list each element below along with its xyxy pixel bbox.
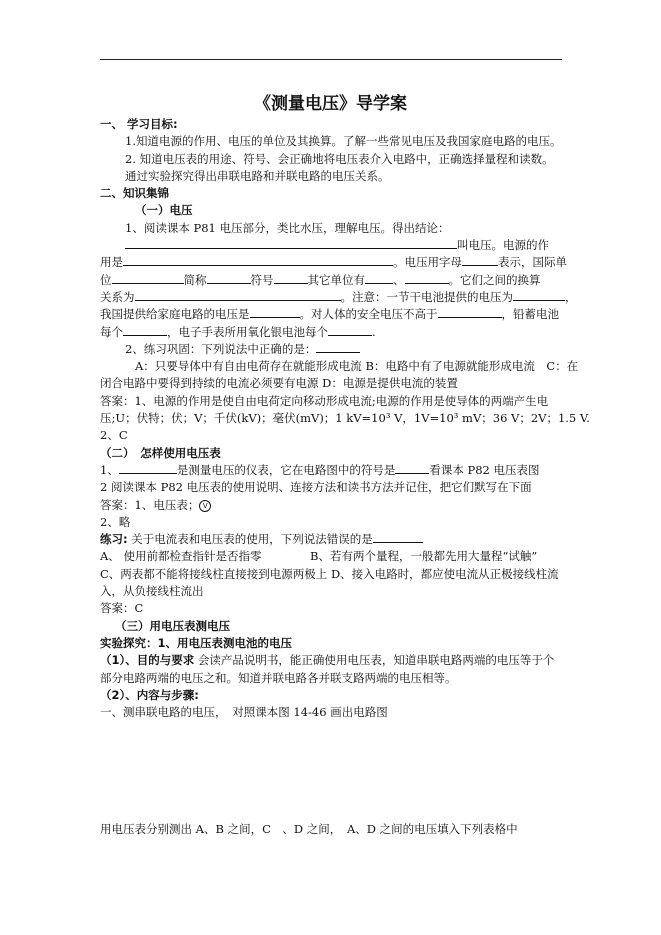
question-2: 2、练习巩固：下列说法中正确的是： [100,341,570,358]
circuit-drawing-area [100,721,570,821]
answer-1-line2: 压;U；伏特；伏；V；千伏(kV)；毫伏(mV)；1 kV=10³ V，1V=10³ mV；36 V；2V；1.5 V. [100,411,590,426]
lab-purpose-cont: 部分电路两端的电压之和。知道并联电路各并联支路两端的电压相等。 [100,670,457,685]
section-heading-knowledge: 二、知识集锦 [100,186,169,201]
question-1-intro: 1、阅读课本 P81 电压部分，类比水压，理解电压。得出结论： [125,220,450,235]
question-1-line7: 每个 ，电子手表所用氧化银电池每个 . [100,324,376,339]
blank-field[interactable] [135,289,341,301]
answer-1-line1: 答案：1、电源的作用是使自由电荷定向移动形成电流;电源的作用是使导体的两端产生电 [100,393,549,408]
voltmeter-icon: V [199,500,211,512]
exercise: 练习: 关于电流表和电压表的使用，下列说法错误的是 [100,531,570,548]
goal-3: 通过实验探究得出串联电路和并联电路的电压关系。 [125,168,390,183]
question-2-options: A：只要导体中有自由电荷存在就能形成电流 B：电路中有了电源就能形成电流 C：在 [135,359,579,374]
blank-field[interactable] [274,272,308,284]
exercise-options-ab: A、 使用前都检查指针是否指零 B、若有两个量程，一般都先用大量程“试触” [100,549,538,564]
blank-field[interactable] [123,254,393,266]
blank-field[interactable] [207,272,251,284]
header-rule [100,59,562,60]
lab-step-measure: 用电压表分别测出 A、B 之间，C 、D 之间， A、D 之间的电压填入下列表格中 [100,822,518,837]
exercise-option-cd: C、两表都不能将接线柱直接接到电源两极上 D、接入电路时，都应使电流从正极接线柱流 [100,566,559,581]
answer-1-line3: 2、C [100,428,128,443]
goal-1: 1.知道电源的作用、电压的单位及其换算。了解一些常见电压及我国家庭电路的电压。 [125,134,562,149]
lab-heading: 实验探究：1、用电压表测电池的电压 [100,635,292,650]
blank-field[interactable] [250,306,300,318]
blank-field[interactable] [112,272,184,284]
question-3: 1、 是测量电压的仪表，它在电路图中的符号是 看课本 P82 电压表图 [100,462,540,477]
question-1-line4: 位 简称 符号 其它单位有 、 。它们之间的换算 [100,272,541,287]
subsection-measure: （三）用电压表测电压 [115,618,230,633]
lab-step-series: 一、测串联电路的电压， 对照课本图 14-46 画出电路图 [100,705,388,720]
blank-field[interactable] [328,324,372,336]
question-1-line2: 叫电压。电源的作 [100,237,570,254]
blank-field[interactable] [513,289,565,301]
exercise-option-cd-cont: 入，从负接线柱流出 [100,584,204,599]
blank-field[interactable] [395,462,429,474]
goal-2: 2. 知道电压表的用途、符号、会正确地将电压表介入电路中，正确选择量程和读数。 [125,151,554,166]
lab-steps-heading: （2）、内容与步骤: [100,687,199,702]
blank-field[interactable] [438,306,502,318]
question-4: 2 阅读课本 P82 电压表的使用说明、连接方法和读书方法并记住，把它们默写在下面 [100,480,532,495]
blank-field[interactable] [462,254,498,266]
blank-field[interactable] [405,272,449,284]
document-body [100,116,590,839]
question-2-options-cont: 闭合电路中要得到持续的电流必须要有电源 D：电源是提供电流的装置 [100,376,458,391]
page-title: 《测量电压》导学案 [254,94,407,114]
question-1-line5: 关系为 。注意：一节干电池提供的电压为 ， [100,289,577,304]
subsection-voltage: （一）电压 [135,203,193,218]
subsection-voltmeter: （二） 怎样使用电压表 [100,445,221,460]
blank-field[interactable] [119,462,177,474]
answer-3: 答案：C [100,601,144,616]
question-1-line6: 我国提供给家庭电路的电压是 。对人体的安全电压不高于 ，铅蓄电池 [100,307,559,322]
blank-field[interactable] [123,324,167,336]
blank-field[interactable] [373,531,423,543]
answer-2-line2: 2、略 [100,514,131,529]
section-heading-goals: 一、 学习目标: [100,117,178,131]
blank-field[interactable] [125,237,457,249]
question-1-line3: 用是 。电压用字母 表示，国际单 [100,255,567,270]
answer-2-line1: 答案：1、电压表； V [100,497,570,514]
blank-field[interactable] [316,341,360,353]
lab-purpose: （1）、目的与要求 会读产品说明书，能正确使用电压表，知道串联电路两端的电压等于个 [100,653,555,668]
blank-field[interactable] [365,272,393,284]
